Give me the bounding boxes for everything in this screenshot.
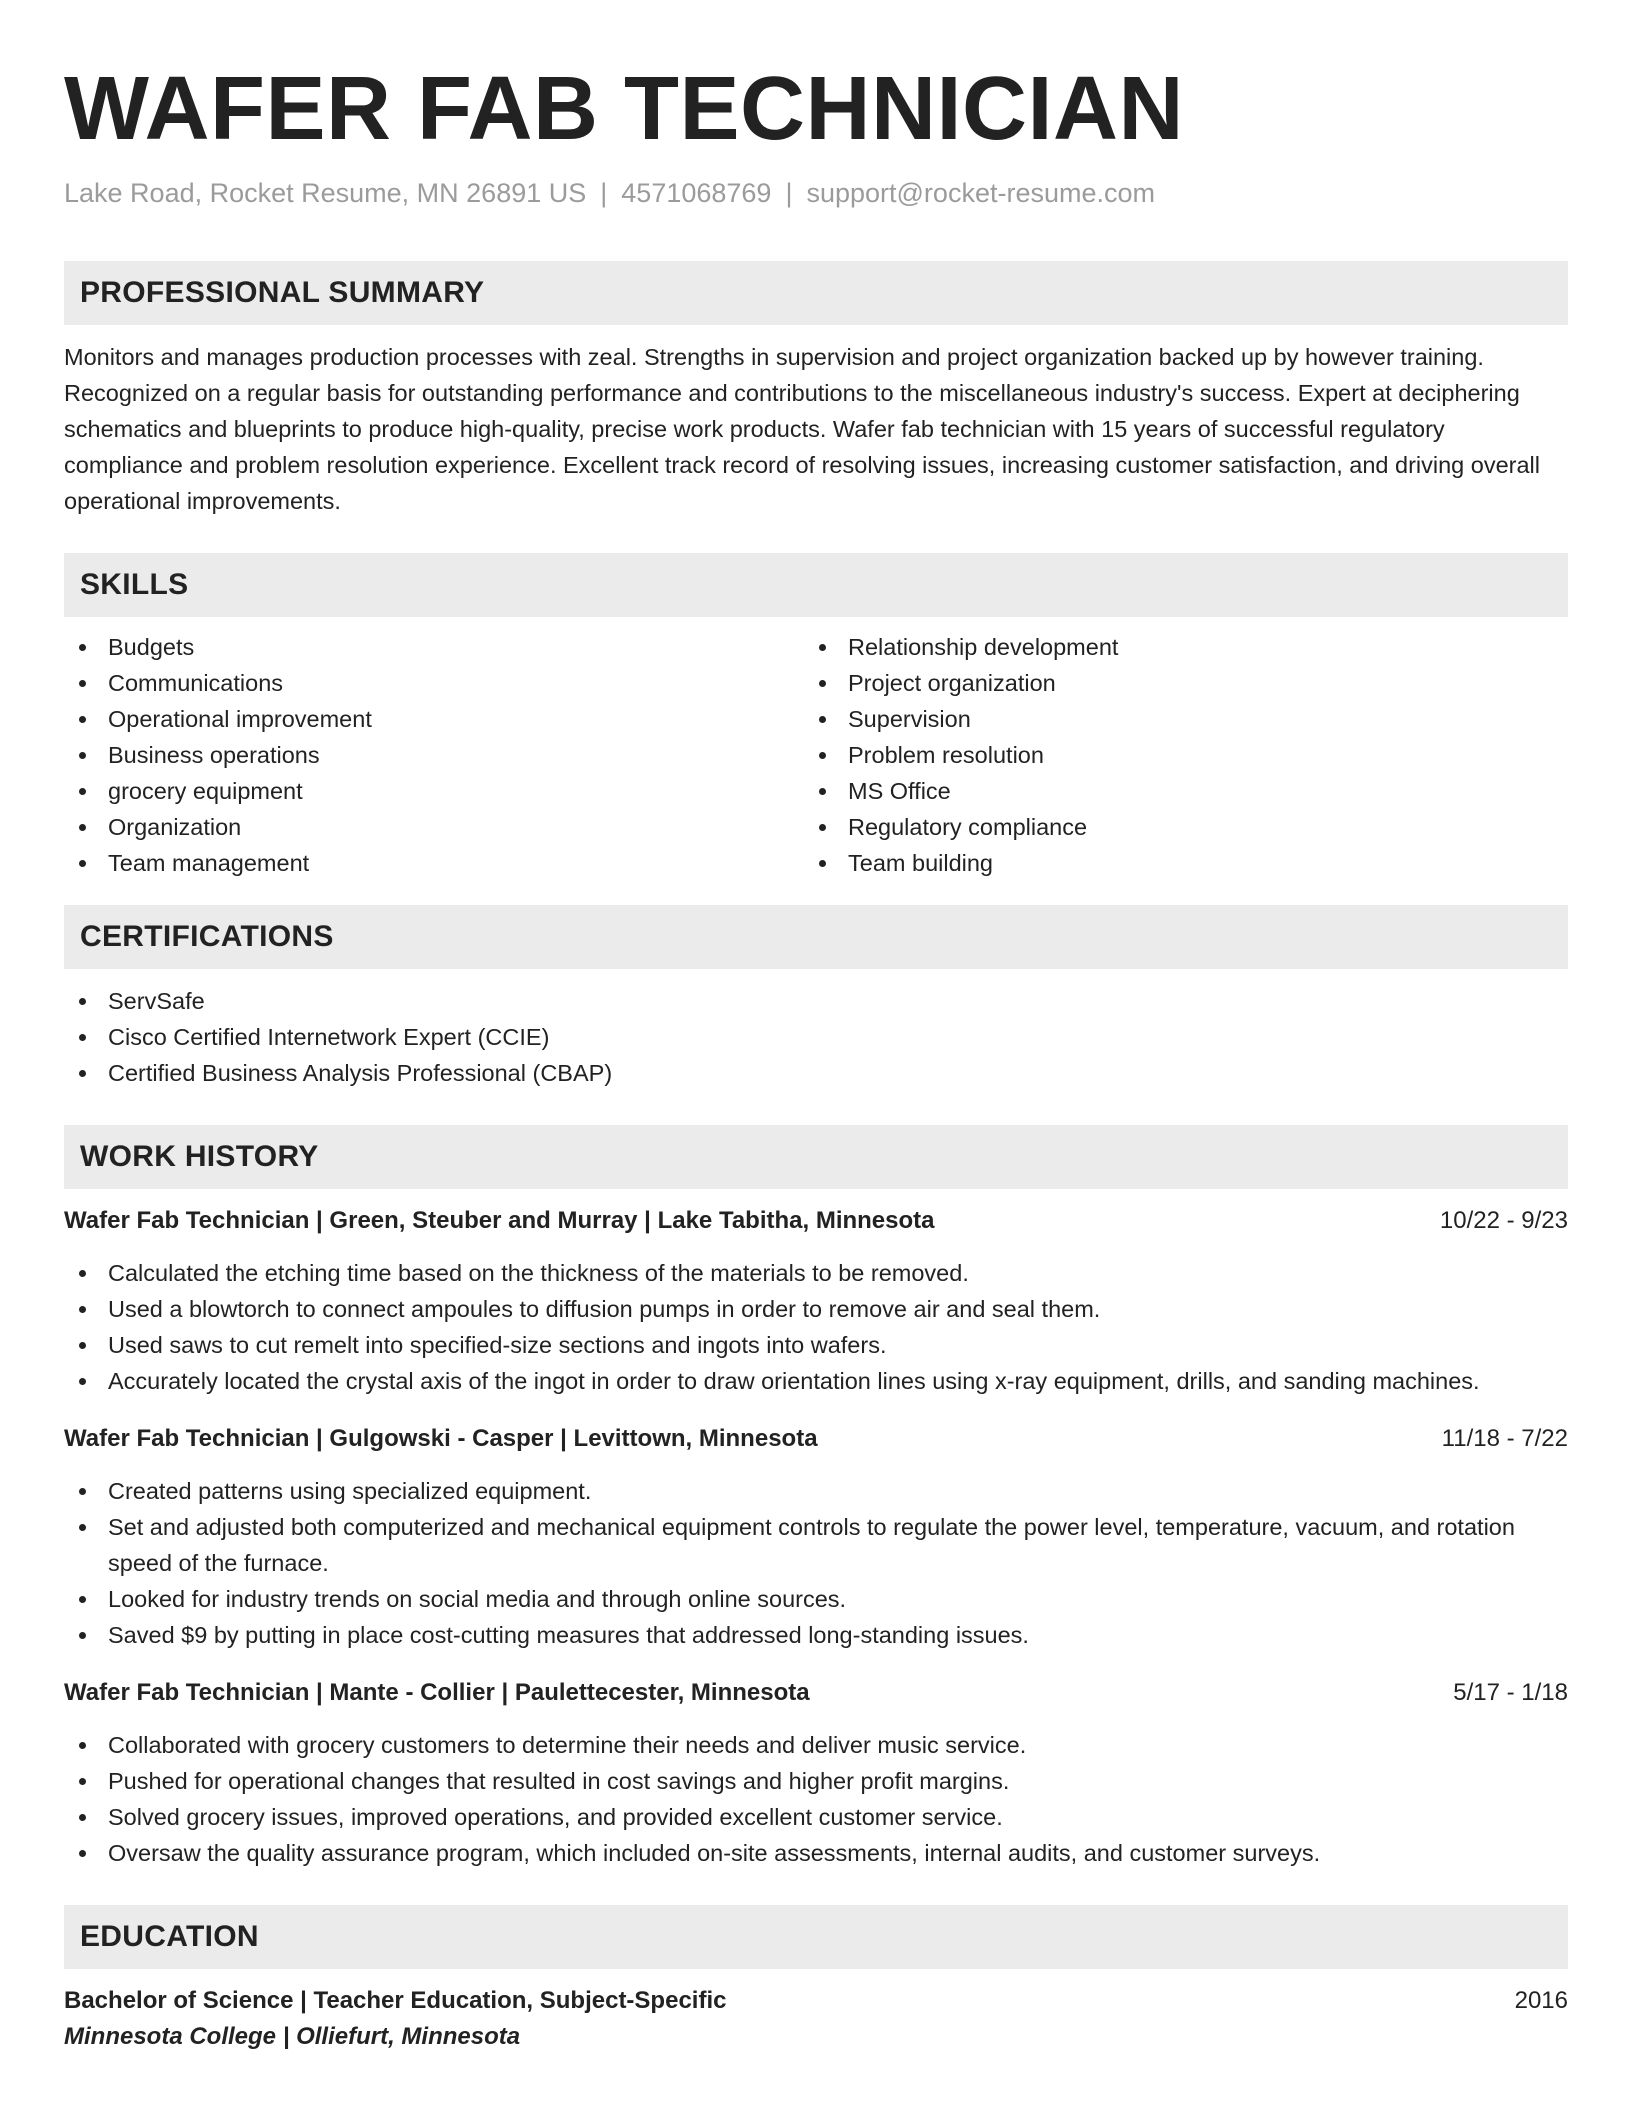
summary-text: Monitors and manages production processes with zeal. Strengths in supervision and project organization backed up by however training. Recognized on a regular basis for outstanding performance and contributions to the miscellaneous industry's success. Expert at deciphering schematics and blueprints to produce high-quality, precise work products. Wafer fab technician with 15 years of successful regulatory compliance and problem resolution experience. Excellent track record of resolving issues, increasing customer satisfaction, and driving overall operational improvements. [64, 344, 1541, 515]
certification-item: ServSafe [64, 983, 1568, 1019]
education-header [64, 1983, 1568, 2019]
section-header-skills: SKILLS [64, 553, 1568, 617]
skill-item: Relationship development [804, 629, 1544, 665]
skills-column-right [804, 629, 1544, 881]
job-bullet: Calculated the etching time based on the thickness of the materials to be removed. [64, 1255, 1568, 1291]
skills-list [64, 629, 1568, 881]
job-title: Wafer Fab Technician | Mante - Collier | Paulettecester, Minnesota [64, 1679, 810, 1707]
skill-item: Team building [804, 845, 1544, 881]
job-dates: 11/18 - 7/22 [1441, 1425, 1568, 1453]
candidate-name: WAFER FAB TECHNICIAN [64, 59, 1184, 159]
skill-item: Communications [64, 665, 804, 701]
skill-item: Project organization [804, 665, 1544, 701]
skill-item: Team management [64, 845, 804, 881]
section-header-certifications: CERTIFICATIONS [64, 905, 1568, 969]
job-entry [64, 1203, 1568, 1399]
job-bullets [64, 1727, 1568, 1871]
job-bullet: Looked for industry trends on social media and through online sources. [64, 1581, 1568, 1617]
job-bullet: Accurately located the crystal axis of the ingot in order to draw orientation lines using x-ray equipment, drills, and sanding machines. [64, 1363, 1568, 1399]
skill-item: Problem resolution [804, 737, 1544, 773]
certification-item: Cisco Certified Internetwork Expert (CCIE) [64, 1019, 1568, 1055]
education-degree: Bachelor of Science | Teacher Education, Subject-Specific [64, 1987, 727, 2015]
job-bullet: Used saws to cut remelt into specified-size sections and ingots into wafers. [64, 1327, 1568, 1363]
job-bullet: Pushed for operational changes that resulted in cost savings and higher profit margins. [64, 1763, 1568, 1799]
skill-item: Organization [64, 809, 804, 845]
contact-separator: | [600, 178, 608, 208]
job-dates: 10/22 - 9/23 [1439, 1207, 1568, 1235]
contact-phone: 4571068769 [621, 178, 772, 208]
job-entry [64, 1421, 1568, 1653]
skill-item: Regulatory compliance [804, 809, 1544, 845]
job-title: Wafer Fab Technician | Green, Steuber and Murray | Lake Tabitha, Minnesota [64, 1207, 935, 1235]
contact-line [64, 176, 1568, 211]
skill-item: Budgets [64, 629, 804, 665]
contact-email: support@rocket-resume.com [806, 178, 1155, 208]
education-entry [64, 1983, 1568, 2055]
section-header-education: EDUCATION [64, 1905, 1568, 1969]
skill-item: Operational improvement [64, 701, 804, 737]
job-title: Wafer Fab Technician | Gulgowski - Casper | Levittown, Minnesota [64, 1425, 818, 1453]
job-header [64, 1203, 1568, 1239]
certifications-list [64, 983, 1568, 1091]
education-school: Minnesota College | Olliefurt, Minnesota [64, 2023, 521, 2051]
job-bullet: Set and adjusted both computerized and mechanical equipment controls to regulate the power level, temperature, vacuum, and rotation speed of the furnace. [64, 1509, 1568, 1581]
job-bullet: Collaborated with grocery customers to determine their needs and deliver music service. [64, 1727, 1568, 1763]
job-bullets [64, 1255, 1568, 1399]
job-bullet: Used a blowtorch to connect ampoules to diffusion pumps in order to remove air and seal them. [64, 1291, 1568, 1327]
education-year: 2016 [1514, 1987, 1568, 2015]
job-bullet: Created patterns using specialized equipment. [64, 1473, 1568, 1509]
contact-address: Lake Road, Rocket Resume, MN 26891 US [64, 178, 587, 208]
skill-item: grocery equipment [64, 773, 804, 809]
job-bullet: Oversaw the quality assurance program, which included on-site assessments, internal audits, and customer surveys. [64, 1835, 1568, 1871]
skill-item: MS Office [804, 773, 1544, 809]
skill-item: Business operations [64, 737, 804, 773]
section-header-summary: PROFESSIONAL SUMMARY [64, 261, 1568, 325]
job-header [64, 1675, 1568, 1711]
job-bullet: Solved grocery issues, improved operations, and provided excellent customer service. [64, 1799, 1568, 1835]
job-dates: 5/17 - 1/18 [1453, 1679, 1568, 1707]
job-entry [64, 1675, 1568, 1871]
job-bullets [64, 1473, 1568, 1653]
skill-item: Supervision [804, 701, 1544, 737]
contact-separator: | [785, 178, 793, 208]
certification-item: Certified Business Analysis Professional (CBAP) [64, 1055, 1568, 1091]
skills-column-left [64, 629, 804, 881]
job-bullet: Saved $9 by putting in place cost-cutting measures that addressed long-standing issues. [64, 1617, 1568, 1653]
job-header [64, 1421, 1568, 1457]
section-header-work-history: WORK HISTORY [64, 1125, 1568, 1189]
